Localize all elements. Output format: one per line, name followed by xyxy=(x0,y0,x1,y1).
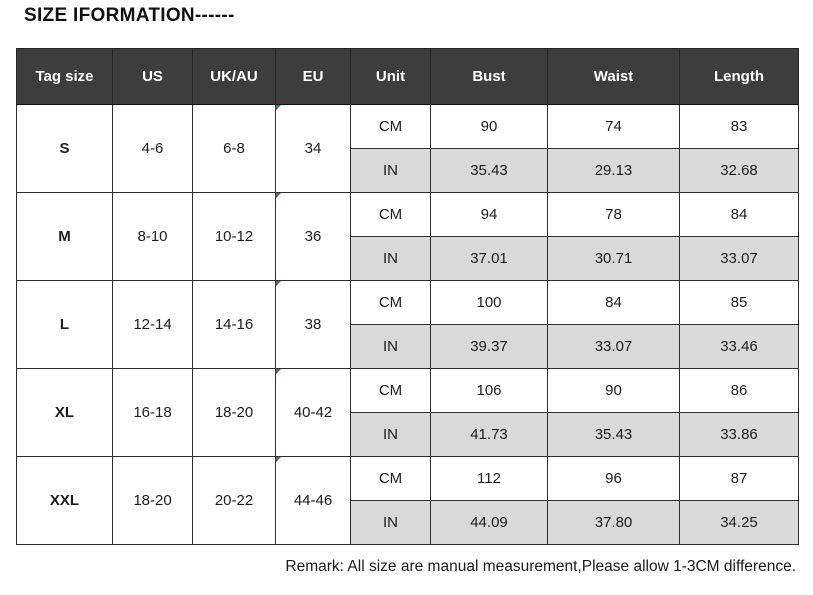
header-eu: EU xyxy=(276,49,351,105)
size-table xyxy=(16,48,799,545)
unit-cell: IN xyxy=(351,325,431,369)
eu-size-cell: 44-46 xyxy=(276,457,351,545)
length-cell: 33.86 xyxy=(680,413,799,457)
waist-cell: 96 xyxy=(548,457,680,501)
bust-cell: 94 xyxy=(431,193,548,237)
unit-cell: CM xyxy=(351,457,431,501)
ukau-size-cell: 14-16 xyxy=(193,281,276,369)
unit-cell: IN xyxy=(351,237,431,281)
bust-cell: 39.37 xyxy=(431,325,548,369)
table-row-l-cm xyxy=(17,281,799,325)
waist-cell: 90 xyxy=(548,369,680,413)
header-unit: Unit xyxy=(351,49,431,105)
length-cell: 86 xyxy=(680,369,799,413)
table-row-xxl-cm xyxy=(17,457,799,501)
unit-cell: IN xyxy=(351,149,431,193)
unit-cell: CM xyxy=(351,193,431,237)
unit-cell: IN xyxy=(351,501,431,545)
eu-size-cell: 40-42 xyxy=(276,369,351,457)
waist-cell: 78 xyxy=(548,193,680,237)
length-cell: 84 xyxy=(680,193,799,237)
bust-cell: 35.43 xyxy=(431,149,548,193)
waist-cell: 33.07 xyxy=(548,325,680,369)
bust-cell: 112 xyxy=(431,457,548,501)
ukau-size-cell: 18-20 xyxy=(193,369,276,457)
header-bust: Bust xyxy=(431,49,548,105)
table-row-m-cm xyxy=(17,193,799,237)
length-cell: 33.07 xyxy=(680,237,799,281)
bust-cell: 106 xyxy=(431,369,548,413)
remark-text: Remark: All size are manual measurement,Please allow 1-3CM difference. xyxy=(285,558,796,575)
unit-cell: CM xyxy=(351,105,431,149)
unit-cell: CM xyxy=(351,281,431,325)
unit-cell: IN xyxy=(351,413,431,457)
eu-size-cell: 36 xyxy=(276,193,351,281)
bust-cell: 41.73 xyxy=(431,413,548,457)
table-row-xl-cm xyxy=(17,369,799,413)
bust-cell: 100 xyxy=(431,281,548,325)
us-size-cell: 12-14 xyxy=(113,281,193,369)
ukau-size-cell: 6-8 xyxy=(193,105,276,193)
length-cell: 85 xyxy=(680,281,799,325)
ukau-size-cell: 20-22 xyxy=(193,457,276,545)
waist-cell: 35.43 xyxy=(548,413,680,457)
header-uk-au: UK/AU xyxy=(193,49,276,105)
waist-cell: 37.80 xyxy=(548,501,680,545)
unit-cell: CM xyxy=(351,369,431,413)
tag-size-cell: XL xyxy=(17,369,113,457)
length-cell: 33.46 xyxy=(680,325,799,369)
page-title: SIZE IFORMATION------ xyxy=(24,5,235,26)
bust-cell: 90 xyxy=(431,105,548,149)
waist-cell: 29.13 xyxy=(548,149,680,193)
waist-cell: 30.71 xyxy=(548,237,680,281)
tag-size-cell: XXL xyxy=(17,457,113,545)
length-cell: 32.68 xyxy=(680,149,799,193)
waist-cell: 84 xyxy=(548,281,680,325)
us-size-cell: 8-10 xyxy=(113,193,193,281)
header-length: Length xyxy=(680,49,799,105)
waist-cell: 74 xyxy=(548,105,680,149)
us-size-cell: 18-20 xyxy=(113,457,193,545)
length-cell: 34.25 xyxy=(680,501,799,545)
us-size-cell: 16-18 xyxy=(113,369,193,457)
bust-cell: 44.09 xyxy=(431,501,548,545)
eu-size-cell: 38 xyxy=(276,281,351,369)
bust-cell: 37.01 xyxy=(431,237,548,281)
header-tag-size: Tag size xyxy=(17,49,113,105)
table-row-s-cm xyxy=(17,105,799,149)
ukau-size-cell: 10-12 xyxy=(193,193,276,281)
length-cell: 87 xyxy=(680,457,799,501)
header-us: US xyxy=(113,49,193,105)
tag-size-cell: L xyxy=(17,281,113,369)
length-cell: 83 xyxy=(680,105,799,149)
us-size-cell: 4-6 xyxy=(113,105,193,193)
eu-size-cell: 34 xyxy=(276,105,351,193)
tag-size-cell: M xyxy=(17,193,113,281)
header-row xyxy=(17,49,799,105)
header-waist: Waist xyxy=(548,49,680,105)
tag-size-cell: S xyxy=(17,105,113,193)
